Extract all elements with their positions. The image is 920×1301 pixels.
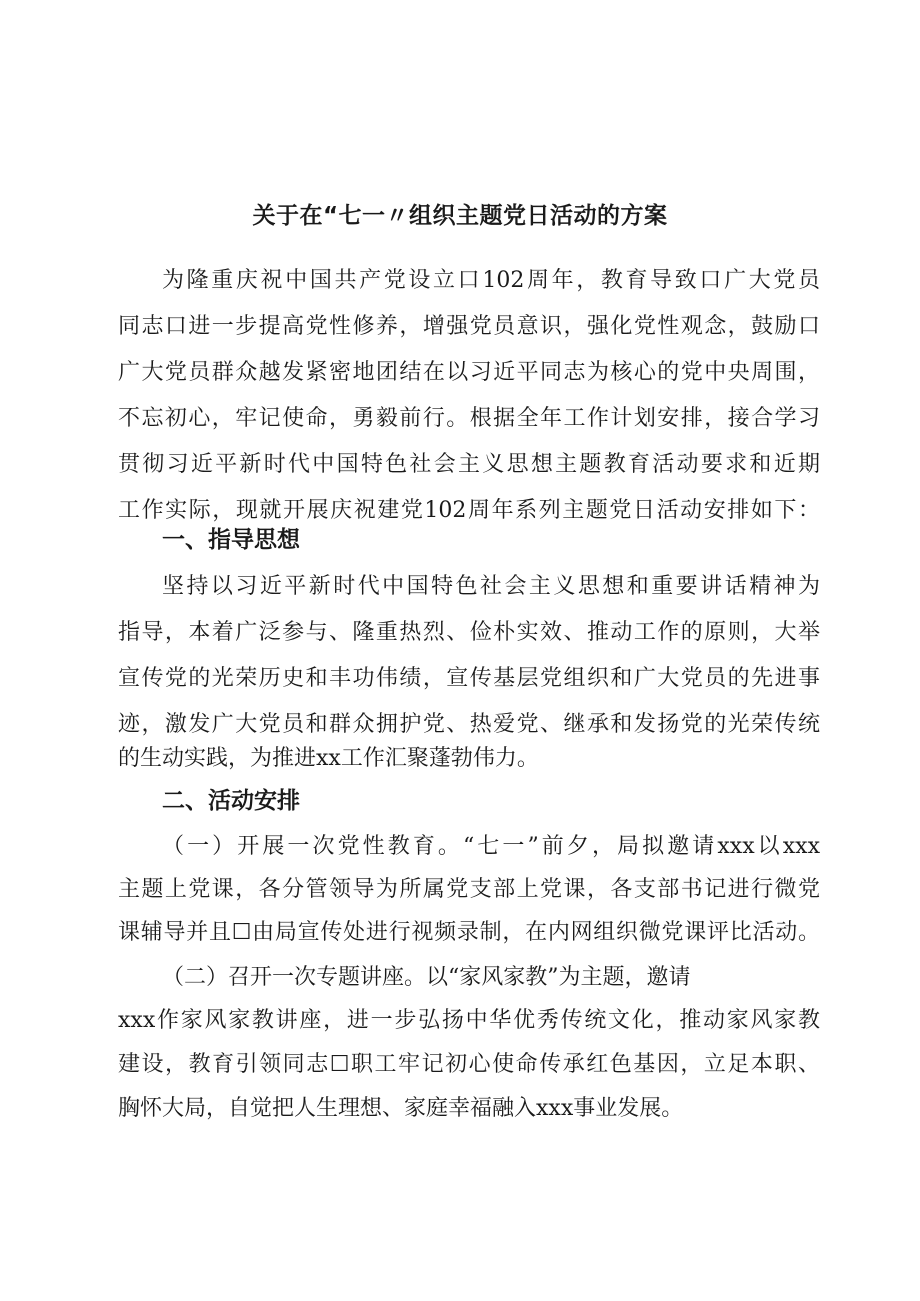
section-1-heading: 一、指导思想 [162, 527, 300, 553]
section-1-line-4: 迹，激发广大党员和群众拥护党、热爱党、继承和发扬党的光荣传统 [118, 712, 820, 737]
section-2-heading: 二、活动安排 [162, 788, 300, 814]
item-2-line-2: xxx作家风家教讲座，进一步弘扬中华优秀传统文化，推动家风家教 [118, 1008, 820, 1033]
item-1-line-3: 课辅导并且☐由局宣传处进行视频录制，在内网组织微党课评比活动。 [118, 920, 820, 945]
item-2-line-4: 胸怀大局，自觉把人生理想、家庭幸福融入xxx事业发展。 [118, 1096, 684, 1121]
item-1-line-1: （一）开展一次党性教育。“七一”前夕，局拟邀请xxx以xxx [162, 834, 820, 859]
section-1-line-3: 宣传党的光荣历史和丰功伟绩，宣传基层党组织和广大党员的先进事 [118, 666, 820, 691]
section-1-line-1: 坚持以习近平新时代中国特色社会主义思想和重要讲话精神为 [162, 574, 820, 599]
item-2-line-1: （二）召开一次专题讲座。以“家风家教”为主题，邀请 [162, 965, 691, 990]
intro-line-5: 贯彻习近平新时代中国特色社会主义思想主题教育活动要求和近期 [118, 452, 820, 477]
intro-line-2: 同志口进一步提高党性修养，增强党员意识，强化党性观念，鼓励口 [118, 314, 820, 339]
intro-line-6: 工作实际，现就开展庆祝建党102周年系列主题党日活动安排如下： [118, 498, 820, 523]
section-1-line-5: 的生动实践，为推进xx工作汇聚蓬勃伟力。 [118, 746, 539, 771]
intro-line-1: 为隆重庆祝中国共产党设立口102周年，教育导致口广大党员 [162, 268, 820, 293]
intro-line-3: 广大党员群众越发紧密地团结在以习近平同志为核心的党中央周围， [118, 360, 820, 385]
section-1-line-2: 指导，本着广泛参与、隆重热烈、俭朴实效、推动工作的原则，大举 [118, 620, 820, 645]
intro-line-4: 不忘初心，牢记使命，勇毅前行。根据全年工作计划安排，接合学习 [118, 406, 820, 431]
document-title: 关于在“七一〃组织主题党日活动的方案 [252, 203, 668, 229]
item-1-line-2: 主题上党课，各分管领导为所属党支部上党课，各支部书记进行微党 [118, 877, 820, 902]
item-2-line-3: 建设，教育引领同志☐职工牢记初心使命传承红色基因，立足本职、 [118, 1052, 820, 1077]
